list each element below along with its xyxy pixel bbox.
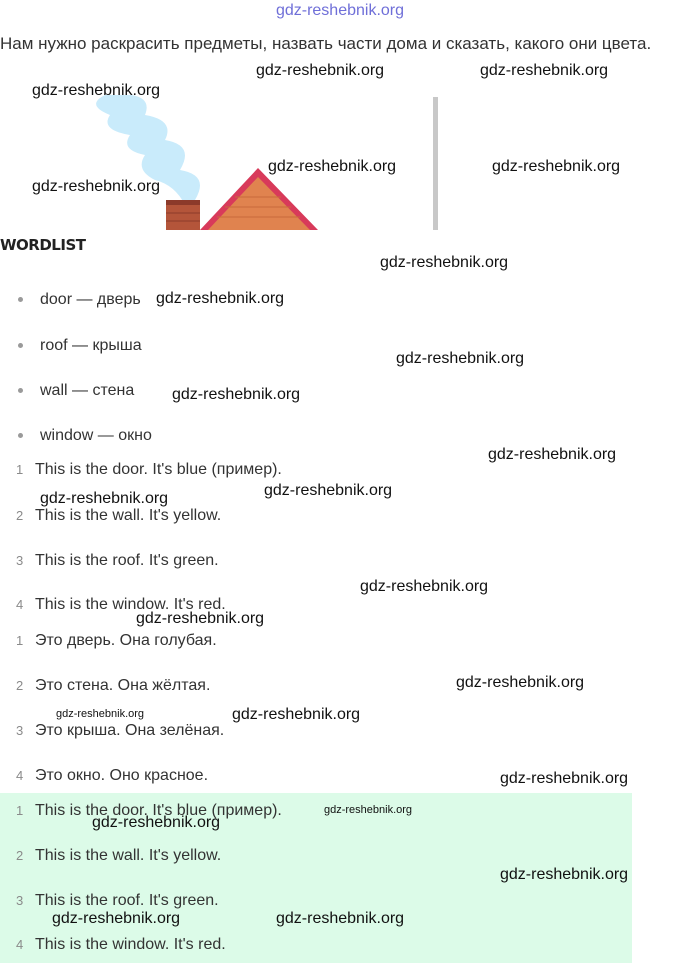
watermark: gdz-reshebnik.org [396,350,525,367]
answer-line-ru: 4 Это окно. Оно красное. [16,767,209,784]
highlighted-line: 2 This is the wall. It's yellow. [16,847,222,864]
watermark: gdz-reshebnik.org [232,706,361,723]
watermark: gdz-reshebnik.org [136,610,265,627]
watermark: gdz-reshebnik.org [324,804,413,816]
watermark: gdz-reshebnik.org [256,62,385,79]
answer-line-en: 1 This is the door. It's blue (пример). [16,461,282,478]
answer-line-ru: 1 Это дверь. Она голубая. [16,632,217,649]
watermark: gdz-reshebnik.org [92,814,221,831]
watermark: gdz-reshebnik.org [488,446,617,463]
watermark: gdz-reshebnik.org [264,482,393,499]
wordlist-item: door — дверь [18,291,141,309]
watermark: gdz-reshebnik.org [380,254,509,271]
watermark: gdz-reshebnik.org [276,910,405,927]
divider [433,97,438,230]
site-header[interactable]: gdz-reshebnik.org [275,2,405,19]
watermark: gdz-reshebnik.org [268,158,397,175]
watermark: gdz-reshebnik.org [492,158,621,175]
task-description: Нам нужно раскрасить предметы, назвать части дома и сказать, какого они цвета. [0,34,652,53]
watermark: gdz-reshebnik.org [56,708,145,720]
watermark: gdz-reshebnik.org [40,490,169,507]
watermark: gdz-reshebnik.org [156,290,285,307]
wordlist-title: WORDLIST [0,236,86,254]
watermark: gdz-reshebnik.org [52,910,181,927]
highlighted-line: 4 This is the window. It's red. [16,936,226,953]
watermark: gdz-reshebnik.org [456,674,585,691]
watermark: gdz-reshebnik.org [360,578,489,595]
wordlist-item: wall — стена [18,382,134,400]
answer-line-en: 3 This is the roof. It's green. [16,552,219,569]
watermark: gdz-reshebnik.org [500,770,629,787]
watermark: gdz-reshebnik.org [480,62,609,79]
watermark: gdz-reshebnik.org [32,82,161,99]
answer-line-en: 4 This is the window. It's red. [16,596,226,613]
wordlist-item: window — окно [18,427,152,445]
watermark: gdz-reshebnik.org [500,866,629,883]
answer-line-en: 2 This is the wall. It's yellow. [16,507,222,524]
answer-line-ru: 3 Это крыша. Она зелёная. [16,722,225,739]
highlighted-line: 1 This is the door. It's blue (пример). [16,802,282,819]
watermark: gdz-reshebnik.org [172,386,301,403]
highlighted-line: 3 This is the roof. It's green. [16,892,219,909]
wordlist-item: roof — крыша [18,337,142,355]
watermark: gdz-reshebnik.org [32,178,161,195]
answer-line-ru: 2 Это стена. Она жёлтая. [16,677,211,694]
